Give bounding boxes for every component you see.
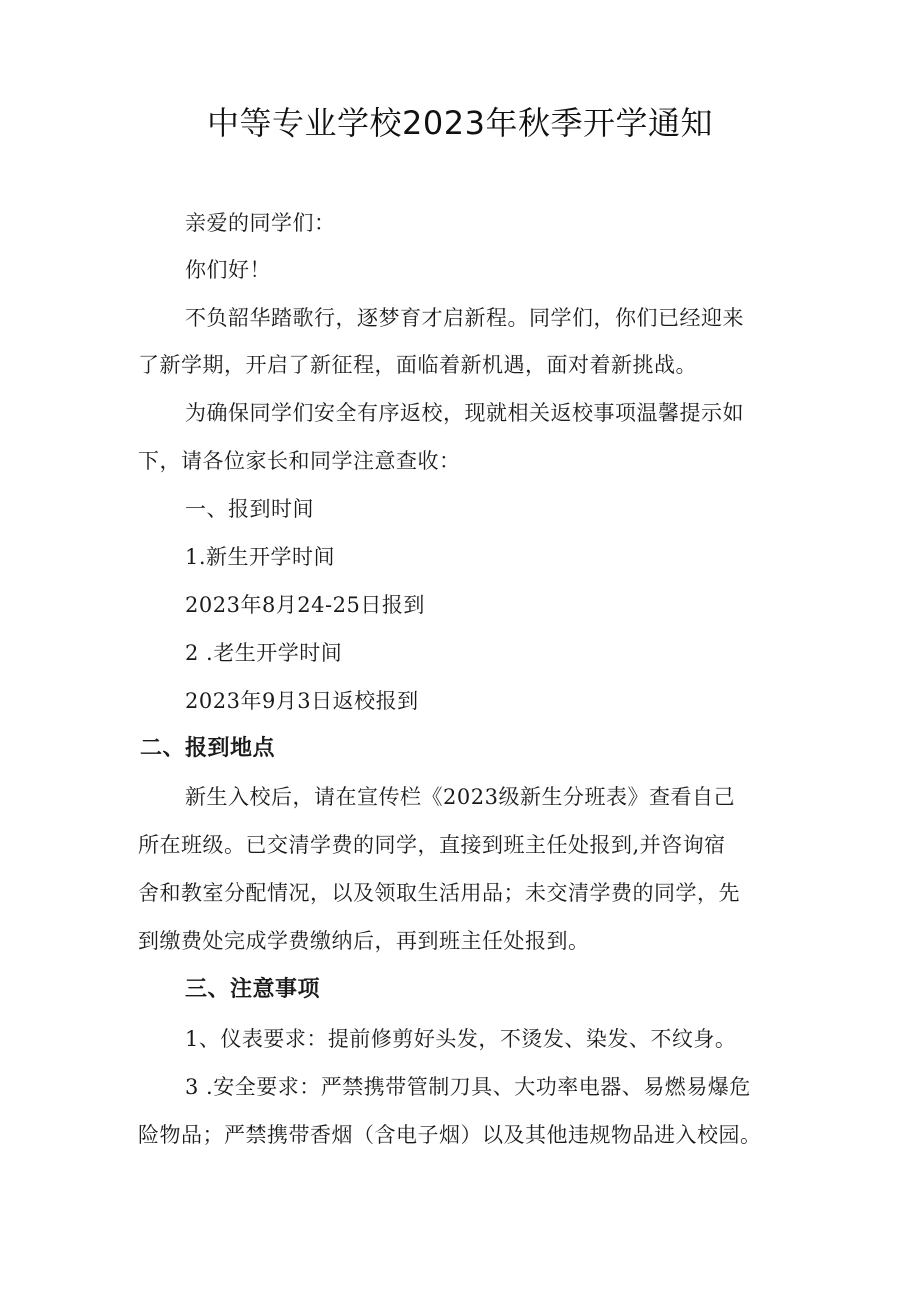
salutation: 你们好！ [185, 258, 271, 282]
appearance-requirement: 1、仪表要求：提前修剪好头发，不烫发、染发、不纹身。 [185, 1027, 737, 1051]
intro-paragraph-line: 不负韶华踏歌行，逐梦育才启新程。同学们，你们已经迎来 [185, 306, 744, 330]
document-title: 中等专业学校2023年秋季开学通知 [207, 104, 713, 142]
notice-paragraph-line: 为确保同学们安全有序返校，现就相关返校事项温馨提示如 [185, 401, 744, 425]
location-paragraph-line: 舍和教室分配情况，以及领取生活用品；未交清学费的同学，先 [138, 881, 740, 905]
location-paragraph-line: 新生入校后，请在宣传栏《2023级新生分班表》查看自己 [185, 785, 735, 809]
intro-paragraph-line: 了新学期，开启了新征程，面临着新机遇，面对着新挑战。 [138, 353, 697, 377]
new-student-date: 2023年8月24-25日报到 [185, 593, 425, 617]
section-3-heading: 三、注意事项 [185, 977, 321, 1002]
location-paragraph-line: 到缴费处完成学费缴纳后，再到班主任处报到。 [138, 929, 590, 953]
location-paragraph-line: 所在班级。已交清学费的同学，直接到班主任处报到,并咨询宿 [138, 833, 726, 857]
new-student-time-title: 1.新生开学时间 [185, 545, 336, 569]
returning-student-date: 2023年9月3日返校报到 [185, 689, 419, 713]
greeting: 亲爱的同学们： [185, 211, 336, 235]
safety-requirement-line: 3 .安全要求：严禁携带管制刀具、大功率电器、易燃易爆危 [185, 1075, 751, 1099]
notice-paragraph-line: 下，请各位家长和同学注意查收： [138, 449, 461, 473]
section-2-heading: 二、报到地点 [140, 736, 276, 761]
safety-requirement-line: 险物品；严禁携带香烟（含电子烟）以及其他违规物品进入校园。 [138, 1123, 762, 1147]
section-1-heading: 一、报到时间 [185, 497, 314, 521]
returning-student-time-title: 2 .老生开学时间 [185, 641, 343, 665]
